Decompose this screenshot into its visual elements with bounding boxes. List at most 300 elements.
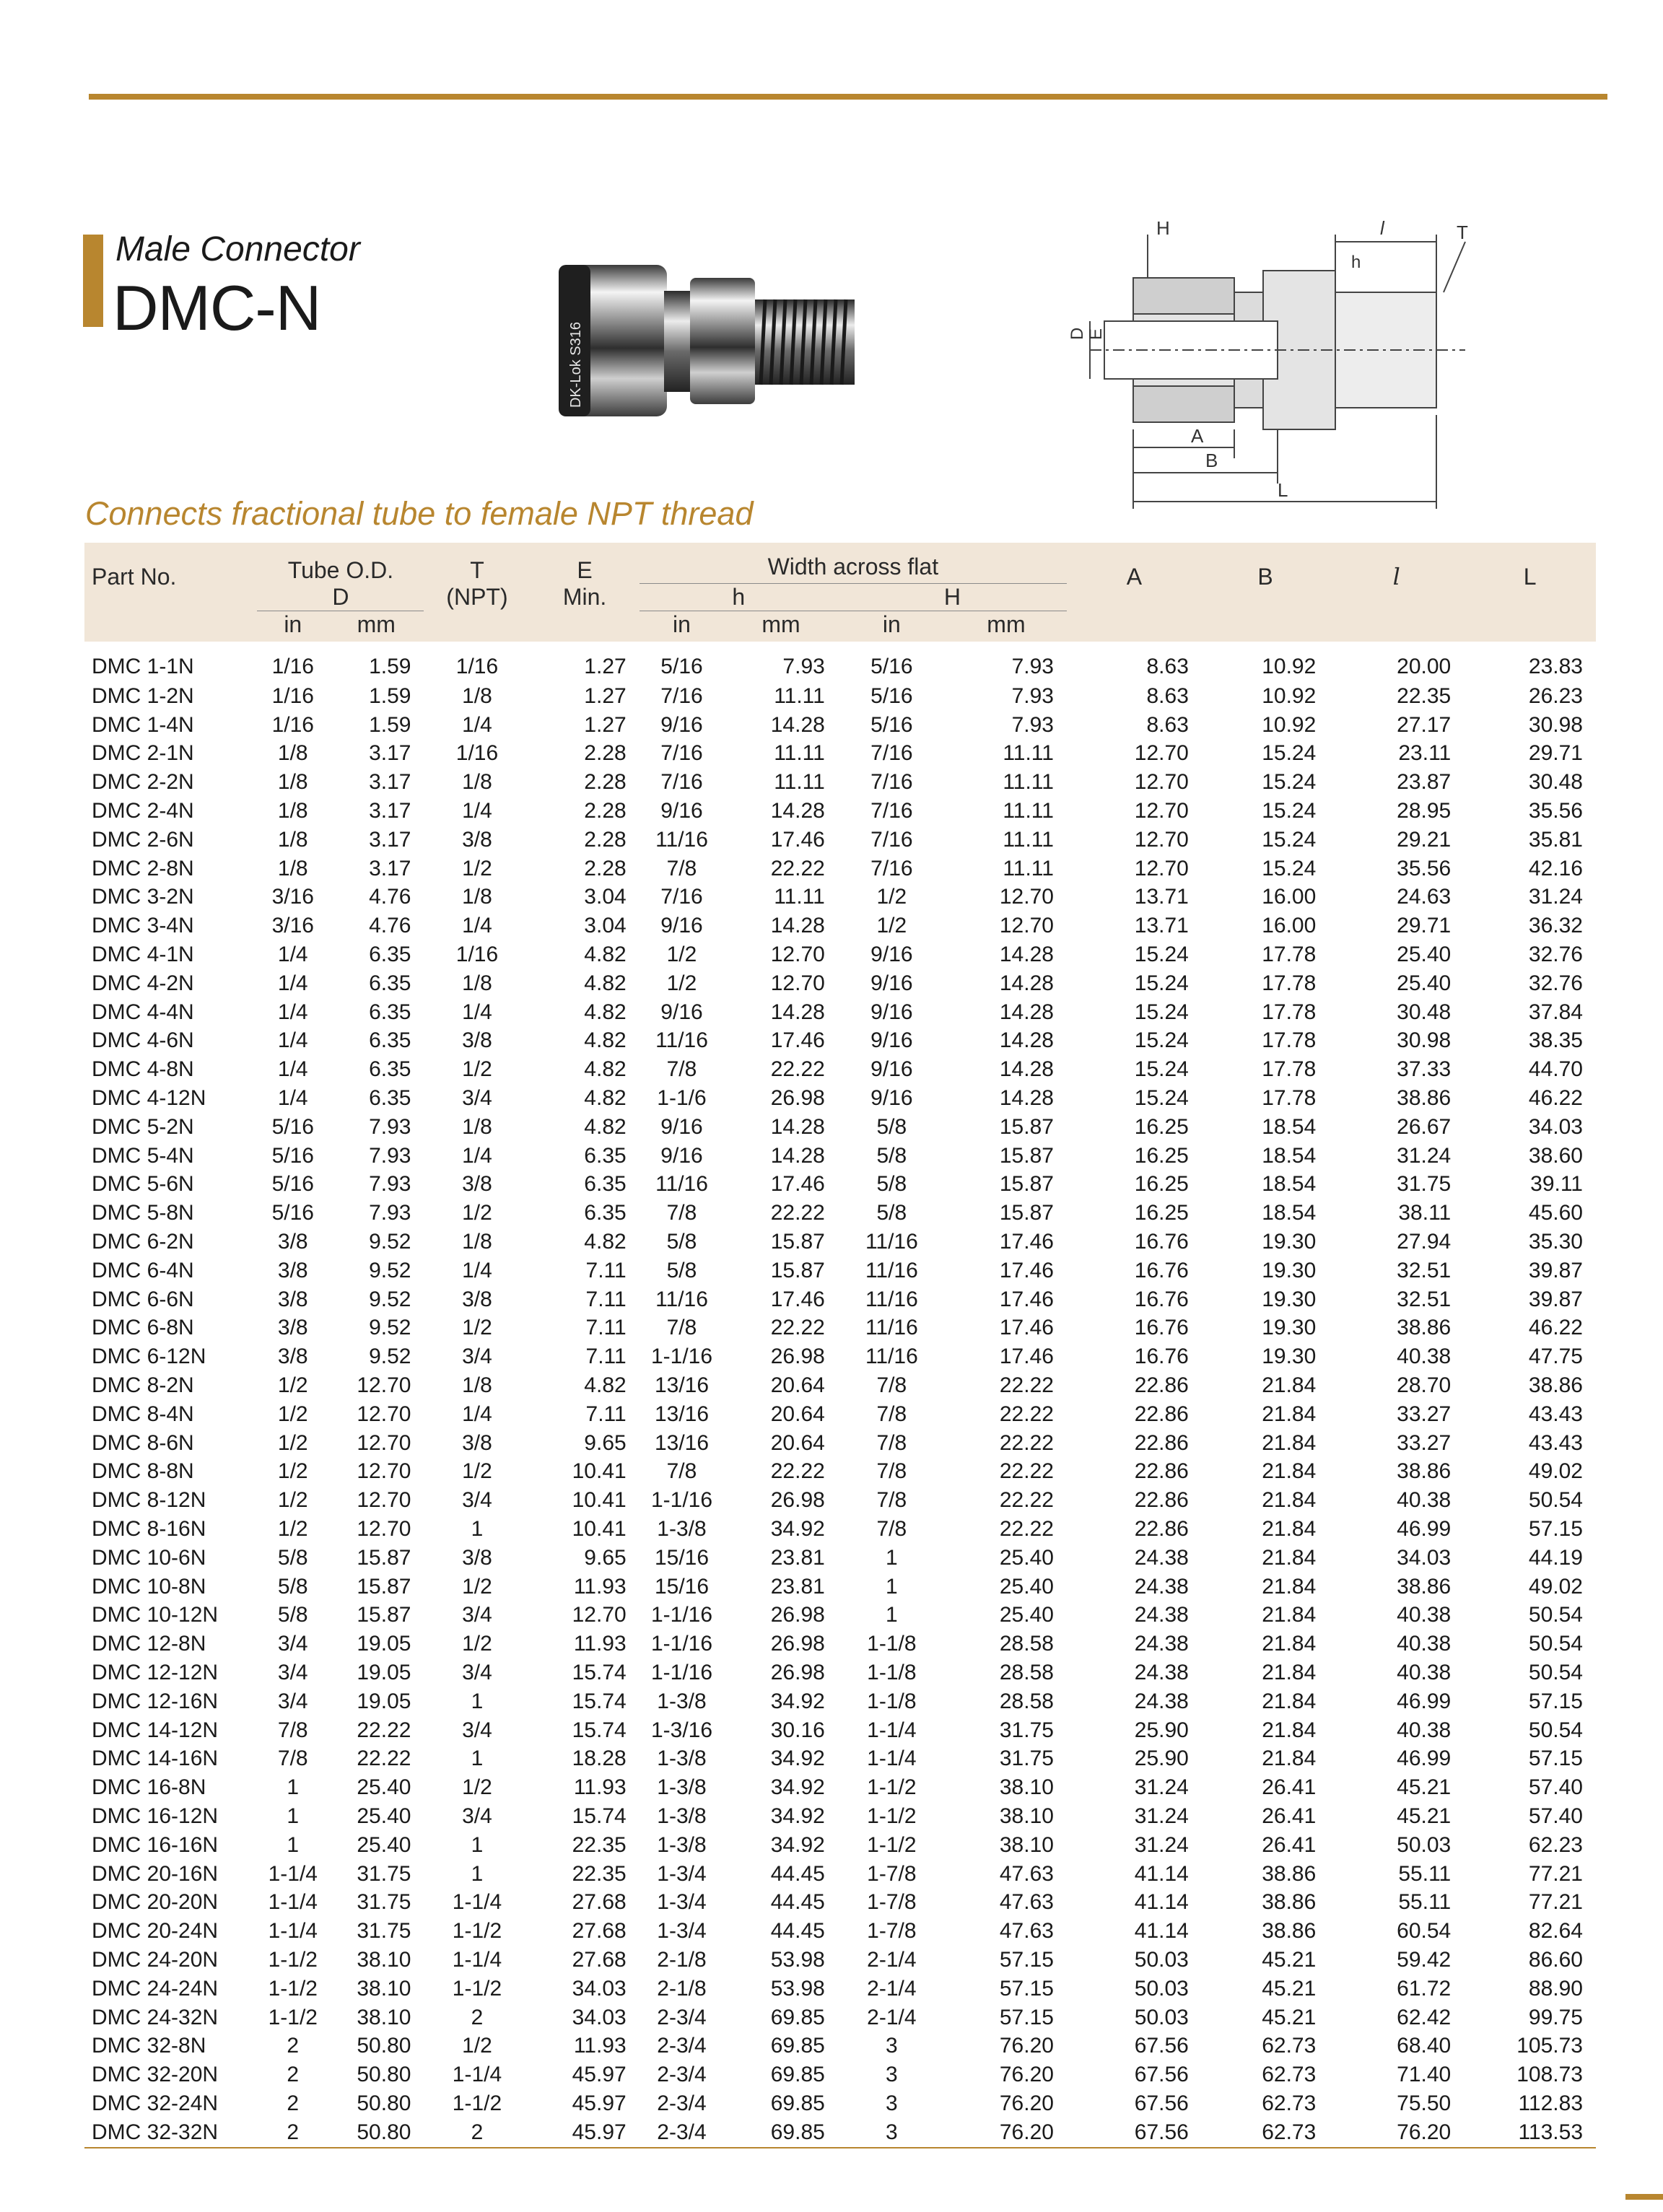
cell-l-large: 57.15 <box>1528 1517 1583 1541</box>
cell-a: 16.25 <box>1134 1114 1189 1139</box>
table-row <box>84 1917 1596 1946</box>
cell-a: 67.56 <box>1134 2063 1189 2087</box>
cell-t-npt: 2 <box>424 2118 530 2148</box>
title-accent-bar <box>83 235 103 327</box>
cell-tube-od-in: 1/4 <box>277 971 308 995</box>
cell-hh-in: 9/16 <box>870 1086 913 1111</box>
header-t: T <box>470 556 484 583</box>
cell-t-npt: 1-1/4 <box>452 2063 502 2087</box>
cell-l-small: 38.86 <box>1397 1574 1452 1599</box>
cell-part-no: DMC 8-2N <box>92 1373 194 1398</box>
cell-tube-od-in: 1-1/2 <box>268 1947 318 1972</box>
cell-h-in: 11/16 <box>655 1172 708 1197</box>
cell-a: 12.70 <box>1134 799 1189 823</box>
cell-e-min: 4.82 <box>584 1373 627 1398</box>
table-row <box>84 1486 1596 1515</box>
cell-tube-od-in: 3/4 <box>277 1660 308 1684</box>
cell-hh-mm: 14.28 <box>999 1086 1054 1111</box>
cell-tube-od-mm: 7.93 <box>369 1143 411 1168</box>
cell-h-in: 1-3/8 <box>657 1689 707 1713</box>
cell-b: 21.84 <box>1262 1603 1317 1627</box>
cell-b: 18.54 <box>1262 1172 1317 1197</box>
cell-hh-mm: 47.63 <box>999 1861 1054 1886</box>
cell-b: 15.24 <box>1262 799 1317 823</box>
cell-h-in: 1/2 <box>666 971 697 995</box>
cell-tube-od-mm: 4.76 <box>369 914 411 938</box>
cell-a: 50.03 <box>1134 1976 1189 2001</box>
cell-h-in: 7/16 <box>660 885 703 909</box>
cell-tube-od-mm: 38.10 <box>357 1947 411 1972</box>
cell-b: 21.84 <box>1262 1517 1317 1541</box>
cell-h-mm: 17.46 <box>770 827 825 852</box>
cell-h-mm: 15.87 <box>770 1230 825 1254</box>
label-D: D <box>1068 327 1087 340</box>
cell-tube-od-in: 2 <box>287 2063 300 2087</box>
cell-h-mm: 69.85 <box>770 2063 825 2087</box>
cell-hh-in: 1-1/4 <box>867 1718 917 1742</box>
cell-h-in: 11/16 <box>655 1287 708 1311</box>
cell-b: 10.92 <box>1262 712 1317 737</box>
cell-b: 18.54 <box>1262 1114 1317 1139</box>
cell-hh-mm: 47.63 <box>999 1919 1054 1944</box>
cell-part-no: DMC 14-12N <box>92 1718 219 1742</box>
cell-tube-od-mm: 3.17 <box>369 770 411 795</box>
cell-h-mm: 17.46 <box>770 1172 825 1197</box>
header-d-mm: mm <box>357 611 396 637</box>
cell-t-npt: 1/16 <box>455 741 499 766</box>
cell-hh-mm: 47.63 <box>999 1890 1054 1915</box>
label-L: L <box>1278 479 1288 501</box>
cell-h-in: 7/8 <box>666 1057 697 1082</box>
cell-b: 19.30 <box>1262 1316 1317 1340</box>
cell-tube-od-mm: 6.35 <box>369 971 411 995</box>
cell-l-small: 38.86 <box>1397 1459 1452 1484</box>
cell-h-mm: 12.70 <box>770 971 825 995</box>
cell-tube-od-mm: 3.17 <box>369 741 411 766</box>
cell-l-large: 35.56 <box>1528 799 1583 823</box>
table-row <box>84 1687 1596 1716</box>
label-B: B <box>1205 450 1218 471</box>
table-row <box>84 1630 1596 1658</box>
cell-h-in: 11/16 <box>655 1028 708 1053</box>
cell-tube-od-in: 1/8 <box>277 827 308 852</box>
cell-b: 21.84 <box>1262 1373 1317 1398</box>
cell-hh-mm: 28.58 <box>999 1632 1054 1656</box>
thread-section <box>755 300 855 385</box>
cell-tube-od-in: 1/4 <box>277 1028 308 1053</box>
cell-hh-mm: 25.40 <box>999 1545 1054 1570</box>
cell-hh-in: 3 <box>886 2034 898 2058</box>
cell-a: 15.24 <box>1134 1086 1189 1111</box>
cell-e-min: 7.11 <box>585 1345 627 1369</box>
cell-tube-od-mm: 25.40 <box>357 1775 411 1800</box>
cell-l-small: 33.27 <box>1397 1430 1452 1455</box>
cell-tube-od-mm: 25.40 <box>357 1832 411 1857</box>
cell-l-small: 34.03 <box>1397 1545 1452 1570</box>
cell-h-in: 2-1/8 <box>657 1947 707 1972</box>
cell-a: 15.24 <box>1134 1000 1189 1024</box>
cell-tube-od-mm: 50.80 <box>357 2034 411 2058</box>
cell-l-small: 25.40 <box>1397 971 1452 995</box>
cell-part-no: DMC 16-12N <box>92 1804 219 1828</box>
cell-hh-mm: 17.46 <box>999 1316 1054 1340</box>
cell-l-small: 40.38 <box>1397 1488 1452 1513</box>
cell-h-in: 11/16 <box>655 827 708 852</box>
cell-hh-in: 1-1/2 <box>867 1775 917 1800</box>
table-row <box>84 1773 1596 1802</box>
cell-l-large: 50.54 <box>1528 1632 1583 1656</box>
cell-h-mm: 34.92 <box>770 1747 825 1771</box>
cell-hh-in: 2-1/4 <box>867 1947 917 1972</box>
table-row <box>84 1860 1596 1889</box>
cell-tube-od-in: 1/4 <box>277 1000 308 1024</box>
cell-a: 50.03 <box>1134 1947 1189 1972</box>
cell-part-no: DMC 10-12N <box>92 1603 219 1627</box>
cell-b: 19.30 <box>1262 1287 1317 1311</box>
cell-h-mm: 20.64 <box>770 1373 825 1398</box>
cell-a: 22.86 <box>1134 1430 1189 1455</box>
cell-l-small: 23.87 <box>1397 770 1452 795</box>
cell-h-in: 5/8 <box>666 1258 697 1282</box>
table-row <box>84 711 1596 740</box>
cell-tube-od-mm: 1.59 <box>369 655 411 678</box>
cell-a: 13.71 <box>1134 885 1189 909</box>
cell-part-no: DMC 32-24N <box>92 2091 219 2115</box>
cell-hh-mm: 76.20 <box>999 2091 1054 2115</box>
cell-l-small: 32.51 <box>1397 1287 1452 1311</box>
cell-t-npt: 1/2 <box>462 856 492 880</box>
cell-h-in: 9/16 <box>660 1114 703 1139</box>
cell-t-npt: 1-1/2 <box>452 2091 502 2115</box>
cell-b: 45.21 <box>1262 2005 1317 2029</box>
cell-b: 10.92 <box>1262 655 1317 678</box>
cell-a: 25.90 <box>1134 1718 1189 1742</box>
cell-b: 19.30 <box>1262 1258 1317 1282</box>
cell-hh-in: 9/16 <box>870 943 913 967</box>
cell-tube-od-in: 1-1/2 <box>268 2005 318 2029</box>
table-row <box>84 912 1596 940</box>
cell-tube-od-mm: 22.22 <box>357 1718 411 1742</box>
header-h-in: in <box>673 611 691 637</box>
cell-part-no: DMC 4-8N <box>92 1057 194 1082</box>
cell-hh-mm: 22.22 <box>999 1430 1054 1455</box>
cell-tube-od-mm: 9.52 <box>369 1316 411 1340</box>
cell-l-small: 46.99 <box>1397 1689 1452 1713</box>
cell-h-in: 1/2 <box>666 943 697 967</box>
cell-t-npt: 1/8 <box>462 1230 492 1254</box>
cell-a: 24.38 <box>1134 1689 1189 1713</box>
cell-h-mm: 11.11 <box>774 770 825 795</box>
table-row <box>84 1371 1596 1400</box>
cell-h-in: 7/8 <box>666 856 697 880</box>
label-A: A <box>1191 425 1204 447</box>
cell-tube-od-mm: 9.52 <box>369 1287 411 1311</box>
cell-a: 15.24 <box>1134 1057 1189 1082</box>
cell-e-min: 45.97 <box>530 2118 639 2148</box>
cell-h-in: 9/16 <box>660 1000 703 1024</box>
cell-h-in: 9/16 <box>660 799 703 823</box>
label-h: h <box>1351 253 1361 272</box>
cell-l-small: 29.71 <box>1397 914 1452 938</box>
cell-a: 24.38 <box>1134 1603 1189 1627</box>
cell-a: 50.03 <box>1134 2005 1189 2029</box>
cell-l-small: 30.48 <box>1397 1000 1452 1024</box>
cell-tube-od-mm: 15.87 <box>357 1545 411 1570</box>
cell-part-no: DMC 8-8N <box>92 1459 194 1484</box>
cell-b: 17.78 <box>1262 1086 1317 1111</box>
cell-l-large: 88.90 <box>1528 1976 1583 2001</box>
cell-hh-mm: 17.46 <box>999 1287 1054 1311</box>
cell-l-large: 50.54 <box>1528 1488 1583 1513</box>
cell-t-npt: 1/8 <box>462 885 492 909</box>
cell-part-no: DMC 8-6N <box>92 1430 194 1455</box>
cell-l-small: 27.17 <box>1397 712 1452 737</box>
cell-t-npt: 1/2 <box>462 1459 492 1484</box>
table-row <box>84 1285 1596 1314</box>
cell-hh-mm: 76.20 <box>946 2118 1067 2148</box>
cell-t-npt: 1/4 <box>462 1000 492 1024</box>
cell-t-npt: 1/4 <box>462 914 492 938</box>
cell-hh-in: 1-7/8 <box>867 1861 917 1886</box>
cell-tube-od-in: 1 <box>287 1775 300 1800</box>
cell-h-mm: 17.46 <box>770 1028 825 1053</box>
cell-h-in: 1-3/8 <box>657 1832 707 1857</box>
cell-tube-od-mm: 1.59 <box>369 712 411 737</box>
cell-tube-od-mm: 12.70 <box>357 1373 411 1398</box>
cell-e-min: 4.82 <box>584 1086 627 1111</box>
cell-e-min: 11.93 <box>573 1632 627 1656</box>
cell-l-small: 71.40 <box>1397 2063 1452 2087</box>
cell-a: 16.25 <box>1134 1172 1189 1197</box>
cell-e-min: 34.03 <box>572 2005 627 2029</box>
cell-b: 15.24 <box>1262 770 1317 795</box>
cell-l-small: 45.21 <box>1397 1804 1452 1828</box>
cell-part-no: DMC 12-12N <box>92 1660 219 1684</box>
cell-tube-od-in: 1/4 <box>277 1086 308 1111</box>
cell-l-small: 40.38 <box>1397 1603 1452 1627</box>
cell-t-npt: 3/4 <box>462 1488 492 1513</box>
cell-hh-mm: 31.75 <box>999 1718 1054 1742</box>
table-row <box>84 642 1596 682</box>
cell-tube-od-mm: 7.93 <box>369 1172 411 1197</box>
cell-h-mm: 23.81 <box>770 1574 825 1599</box>
cell-t-npt: 1/2 <box>462 1775 492 1800</box>
cell-l-large: 38.60 <box>1528 1143 1583 1168</box>
table-row <box>84 1802 1596 1831</box>
cell-t-npt: 1 <box>471 1517 484 1541</box>
cell-part-no: DMC 16-8N <box>92 1775 206 1800</box>
cell-tube-od-mm: 12.70 <box>357 1517 411 1541</box>
cell-l-small: 40.38 <box>1397 1632 1452 1656</box>
cell-hh-in: 7/16 <box>870 741 913 766</box>
cell-l-small: 28.70 <box>1397 1373 1452 1398</box>
cell-tube-od-mm: 31.75 <box>357 1890 411 1915</box>
table-row <box>84 1429 1596 1458</box>
cell-l-large: 86.60 <box>1528 1947 1583 1972</box>
cell-h-in: 1-1/16 <box>650 1632 713 1656</box>
cell-l-large: 23.83 <box>1528 655 1583 678</box>
label-T: T <box>1457 222 1468 243</box>
cell-l-large: 43.43 <box>1528 1402 1583 1426</box>
cell-l-small: 62.42 <box>1397 2005 1452 2029</box>
cell-a: 12.70 <box>1134 770 1189 795</box>
cell-hh-in: 1 <box>886 1574 898 1599</box>
cell-a: 16.76 <box>1134 1316 1189 1340</box>
cell-tube-od-mm: 4.76 <box>369 885 411 909</box>
cell-hh-in: 1-7/8 <box>867 1919 917 1944</box>
cell-tube-od-mm: 19.05 <box>357 1632 411 1656</box>
table-row <box>84 2118 1596 2148</box>
cell-e-min: 12.70 <box>572 1603 627 1627</box>
cell-a: 67.56 <box>1134 2034 1189 2058</box>
cell-l-large: 30.48 <box>1528 770 1583 795</box>
cell-t-npt: 1/8 <box>462 1373 492 1398</box>
cell-tube-od-in: 2 <box>287 2091 300 2115</box>
cell-l-large: 49.02 <box>1528 1459 1583 1484</box>
header-e: E <box>577 556 593 583</box>
cell-l-small: 31.24 <box>1397 1143 1452 1168</box>
cell-t-npt: 1-1/4 <box>452 1890 502 1915</box>
cell-l-large: 39.11 <box>1530 1172 1583 1197</box>
cell-tube-od-mm: 22.22 <box>357 1747 411 1771</box>
cell-hh-mm: 38.10 <box>999 1804 1054 1828</box>
cell-h-mm: 26.98 <box>770 1660 825 1684</box>
cell-a: 8.63 <box>1146 683 1189 708</box>
cell-hh-in: 1/2 <box>876 885 907 909</box>
cell-h-mm: 22.22 <box>770 856 825 880</box>
cell-hh-mm: 57.15 <box>999 1947 1054 1972</box>
cell-tube-od-mm: 19.05 <box>357 1689 411 1713</box>
cell-tube-od-mm: 9.52 <box>369 1230 411 1254</box>
cell-tube-od-mm: 31.75 <box>357 1919 411 1944</box>
cell-b: 21.84 <box>1262 1632 1317 1656</box>
cell-h-in: 9/16 <box>660 712 703 737</box>
cell-b: 38.86 <box>1262 1861 1317 1886</box>
cell-a: 16.76 <box>1134 1345 1189 1369</box>
cell-t-npt: 1/4 <box>462 799 492 823</box>
cell-tube-od-mm: 6.35 <box>369 943 411 967</box>
cell-tube-od-in: 3/16 <box>271 914 314 938</box>
corner-mark <box>1625 2194 1663 2200</box>
cell-tube-od-in: 1/8 <box>277 741 308 766</box>
cell-l-large: 112.83 <box>1518 2091 1583 2115</box>
cell-t-npt: 1/2 <box>462 1201 492 1225</box>
cell-tube-od-in: 1/8 <box>277 770 308 795</box>
cell-a: 31.24 <box>1134 1775 1189 1800</box>
cell-h-in: 1-1/16 <box>650 1345 713 1369</box>
cell-hh-in: 3 <box>838 2118 946 2148</box>
table-row <box>84 682 1596 711</box>
cell-h-mm: 34.92 <box>770 1832 825 1857</box>
cell-l-small: 50.03 <box>1397 1832 1452 1857</box>
cell-e-min: 6.35 <box>584 1201 627 1225</box>
cell-h-in: 5/16 <box>660 655 703 678</box>
cell-h-in: 1-1/16 <box>650 1488 713 1513</box>
cell-l-small: 33.27 <box>1397 1402 1452 1426</box>
cell-h-in: 2-3/4 <box>657 2034 707 2058</box>
cell-hh-mm: 11.11 <box>1003 856 1054 880</box>
cell-tube-od-in: 1/2 <box>277 1402 308 1426</box>
cell-tube-od-mm: 31.75 <box>357 1861 411 1886</box>
header-a: A <box>1126 563 1143 590</box>
cell-b: 21.84 <box>1262 1430 1317 1455</box>
header-min: Min. <box>562 583 607 610</box>
cell-tube-od-in: 5/16 <box>271 1172 314 1197</box>
cell-tube-od-in: 3/4 <box>277 1689 308 1713</box>
cell-l-small: 30.98 <box>1397 1028 1452 1053</box>
cell-t-npt: 1/2 <box>462 1057 492 1082</box>
cell-tube-od-in: 3/8 <box>277 1345 308 1369</box>
cell-part-no: DMC 3-4N <box>92 914 194 938</box>
cell-t-npt: 3/4 <box>462 1345 492 1369</box>
cell-tube-od-in: 5/8 <box>277 1574 308 1599</box>
cell-h-in: 5/8 <box>666 1230 697 1254</box>
product-type: Male Connector <box>115 230 360 268</box>
table-row <box>84 854 1596 883</box>
cell-part-no: DMC 10-6N <box>92 1545 206 1570</box>
cell-part-no: DMC 5-2N <box>92 1114 194 1139</box>
cell-a: 31.24 <box>1134 1804 1189 1828</box>
product-photo <box>556 263 859 419</box>
cell-hh-in: 5/8 <box>876 1143 907 1168</box>
cell-hh-in: 7/8 <box>876 1459 907 1484</box>
cell-b: 21.84 <box>1262 1747 1317 1771</box>
cell-h-mm: 23.81 <box>770 1545 825 1570</box>
cell-l-small: 61.72 <box>1397 1976 1452 2001</box>
table-row <box>84 1458 1596 1487</box>
cell-hh-in: 9/16 <box>870 1028 913 1053</box>
cell-b: 10.92 <box>1262 683 1317 708</box>
cell-b: 21.84 <box>1262 1488 1317 1513</box>
cell-h-mm: 11.11 <box>774 683 825 708</box>
cell-b: 21.84 <box>1262 1689 1317 1713</box>
cell-hh-in: 9/16 <box>870 1057 913 1082</box>
cell-h-in: 1-3/8 <box>657 1517 707 1541</box>
cell-l-small: 59.42 <box>1397 1947 1452 1972</box>
cell-l-large: 44.70 <box>1528 1057 1583 1082</box>
cell-e-min: 6.35 <box>584 1143 627 1168</box>
cell-t-npt: 1/2 <box>462 1316 492 1340</box>
cell-tube-od-mm: 7.93 <box>369 1201 411 1225</box>
table-row <box>84 1142 1596 1171</box>
cell-l-small: 40.38 <box>1397 1660 1452 1684</box>
cell-b: 17.78 <box>1262 1028 1317 1053</box>
table-row <box>84 1716 1596 1745</box>
cell-tube-od-mm: 9.52 <box>369 1345 411 1369</box>
cell-hh-in: 1-1/4 <box>867 1747 917 1771</box>
cell-hh-in: 1-1/8 <box>867 1632 917 1656</box>
cell-tube-od-mm: 50.80 <box>328 2118 424 2148</box>
cell-hh-in: 2-1/4 <box>867 1976 917 2001</box>
cell-hh-mm: 22.22 <box>999 1459 1054 1484</box>
cell-hh-mm: 22.22 <box>999 1517 1054 1541</box>
cell-part-no: DMC 6-2N <box>92 1230 194 1254</box>
cell-tube-od-mm: 15.87 <box>357 1574 411 1599</box>
header-part-no: Part No. <box>92 563 177 590</box>
cell-e-min: 4.82 <box>584 1000 627 1024</box>
cell-hh-in: 5/8 <box>876 1201 907 1225</box>
cell-part-no: DMC 6-12N <box>92 1345 206 1369</box>
cell-e-min: 4.82 <box>584 943 627 967</box>
cell-l-large: 35.30 <box>1528 1230 1583 1254</box>
cell-tube-od-in: 1/2 <box>277 1459 308 1484</box>
header-d-in: in <box>284 611 302 637</box>
cell-tube-od-in: 5/16 <box>271 1201 314 1225</box>
cell-e-min: 2.28 <box>584 799 627 823</box>
cell-l-small: 37.33 <box>1397 1057 1452 1082</box>
cell-part-no: DMC 2-2N <box>92 770 194 795</box>
cell-h-in: 7/8 <box>666 1459 697 1484</box>
